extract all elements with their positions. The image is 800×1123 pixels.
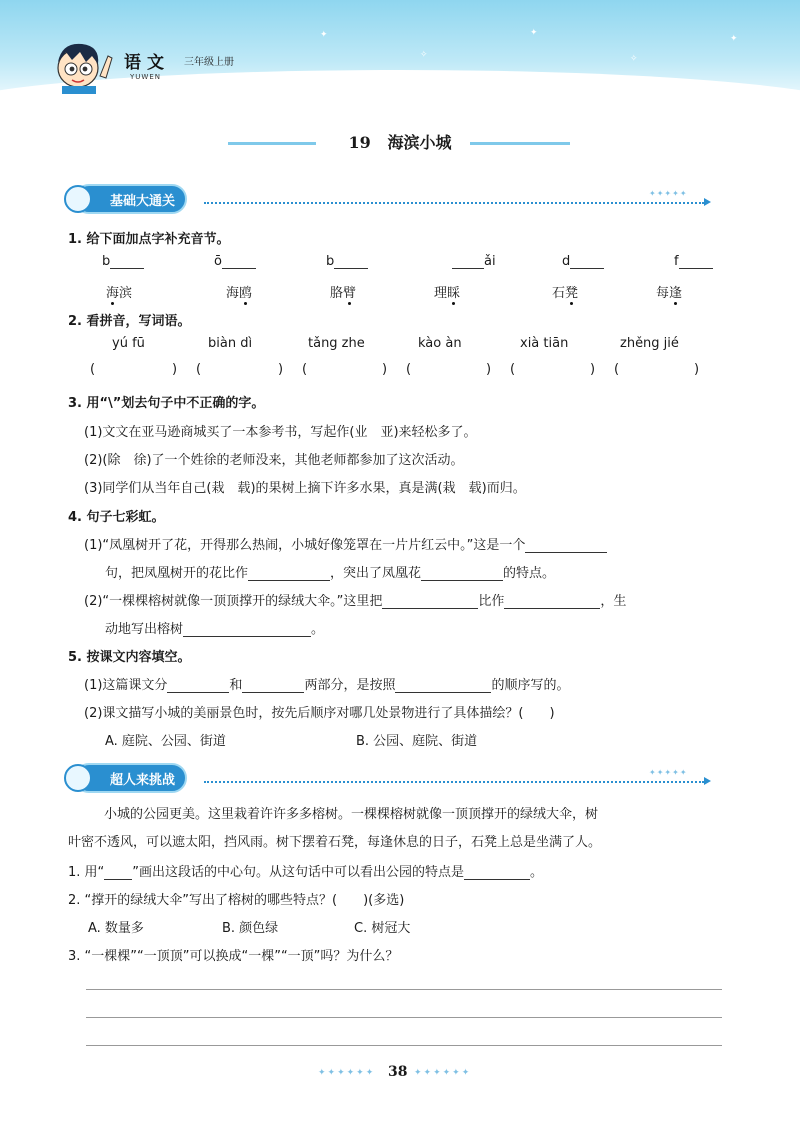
- lesson-title-bar: [0, 130, 800, 156]
- q5-line-2: (2)课文描写小城的美丽景色时，按先后顺序对哪几处景物进行了具体描绘？( ): [84, 706, 555, 721]
- footer-dots-right: ✦✦✦✦✦✦: [414, 1068, 472, 1078]
- page-number: 38: [388, 1064, 408, 1080]
- grade-label: 三年级上册: [184, 57, 234, 68]
- q1-blank-5[interactable]: d: [562, 254, 604, 269]
- q2-prompt: 2. 看拼音，写词语。: [68, 314, 191, 329]
- q1-word-5: 石凳: [552, 282, 578, 301]
- answer-line-2[interactable]: [86, 1017, 722, 1018]
- q4-blank-6[interactable]: [183, 622, 311, 637]
- q2-pinyin-6: zhěng jié: [620, 336, 679, 351]
- lesson-title: [0, 130, 800, 153]
- q4-prompt: 4. 句子七彩虹。: [68, 510, 165, 525]
- q4-blank-3[interactable]: [421, 566, 503, 581]
- c2-option-b[interactable]: B. 颜色绿: [222, 921, 279, 936]
- q5-option-b[interactable]: B. 公园、庭院、街道: [356, 734, 478, 749]
- q1-blank-6[interactable]: f: [674, 254, 713, 269]
- q3-prompt: 3. 用“\”划去句子中不正确的字。: [68, 396, 265, 411]
- q5-blank-2[interactable]: [242, 678, 304, 693]
- q4-line-1a: (1)“凤凰树开了花，开得那么热闹，小城好像笼罩在一片片红云中。”这是一个: [84, 534, 607, 553]
- passage-line-1: 小城的公园更美。这里栽着许许多多榕树。一棵棵榕树就像一顶顶撑开的绿绒大伞，树: [104, 807, 599, 822]
- globe-icon: [64, 185, 92, 213]
- q5-line-1: (1)这篇课文分 和 两部分，是按照 的顺序写的。: [84, 678, 570, 693]
- q4-blank-1[interactable]: [525, 538, 607, 553]
- c2-question: 2. “撑开的绿绒大伞”写出了榕树的哪些特点？( )(多选): [68, 893, 405, 908]
- q1-blank-3[interactable]: b: [326, 254, 368, 269]
- q2-pinyin-2: biàn dì: [208, 336, 253, 351]
- q2-pinyin-3: tǎng zhe: [308, 336, 365, 351]
- subject-pinyin: YUWEN: [130, 73, 161, 81]
- q1-word-6: 每逢: [656, 282, 682, 301]
- q5-blank-3[interactable]: [395, 678, 491, 693]
- q1-word-1-rest: 滨: [119, 286, 133, 301]
- q4-line-1b: 句，把凤凰树开的花比作 ，突出了凤凰花 的特点。: [105, 566, 556, 581]
- q2-pinyin-4: kào àn: [418, 336, 462, 351]
- c2-option-a[interactable]: A. 数量多: [88, 921, 144, 936]
- q1-word-2: 海鸥: [226, 282, 252, 301]
- q3-line-1: (1)文文在亚马逊商城买了一本参考书，写起作(业 亚)来轻松多了。: [84, 425, 477, 440]
- passage-line-2: 叶密不透风，可以遮太阳，挡风雨。树下摆着石凳，每逢休息的日子，石凳上总是坐满了人。: [68, 835, 602, 850]
- q5-prompt: 5. 按课文内容填空。: [68, 650, 191, 665]
- section-basics-badge: 基础大通关: [74, 184, 187, 214]
- lesson-name: 海滨小城: [387, 133, 452, 152]
- footer-dots-left: ✦✦✦✦✦✦: [318, 1068, 376, 1078]
- q4-line-2a: (2)“一棵棵榕树就像一顶顶撑开的绿绒大伞。”这里把 比作 ，生: [84, 594, 627, 609]
- q3-line-2: (2)(除 徐)了一个姓徐的老师没来，其他老师都参加了这次活动。: [84, 453, 464, 468]
- q1-blank-2[interactable]: ō: [214, 254, 256, 269]
- q4-blank-5[interactable]: [504, 594, 600, 609]
- q5-option-a[interactable]: A. 庭院、公园、街道: [105, 734, 226, 749]
- subject-title: 语文: [124, 53, 170, 73]
- c1-blank[interactable]: [464, 865, 530, 880]
- section-basics-header: 基础大通关 ✦✦✦✦✦: [64, 183, 714, 215]
- q2-pinyin-1: yú fū: [112, 336, 145, 351]
- section-challenge-badge: 超人来挑战: [74, 763, 187, 793]
- c1-question: 1. 用“ ”画出这段话的中心句。从这句话中可以看出公园的特点是 。: [68, 865, 544, 880]
- mascot-icon: [48, 36, 118, 94]
- q5-blank-1[interactable]: [167, 678, 229, 693]
- c2-option-c[interactable]: C. 树冠大: [354, 921, 411, 936]
- q4-blank-2[interactable]: [248, 566, 330, 581]
- q1-word-1: 海滨: [106, 282, 132, 301]
- q2-pinyin-5: xià tiān: [520, 336, 569, 351]
- q1-blank-4[interactable]: ǎi: [452, 254, 496, 269]
- q1-prompt: 1. 给下面加点字补充音节。: [68, 232, 230, 247]
- q1-word-4: 理睬: [434, 282, 460, 301]
- header-stars: ✦ ✧ ✦ ✧ ✦: [320, 28, 738, 64]
- robot-icon: [64, 764, 92, 792]
- lesson-number: 19: [348, 133, 371, 152]
- answer-line-3[interactable]: [86, 1045, 722, 1046]
- section-challenge-header: 超人来挑战 ✦✦✦✦✦: [64, 762, 714, 794]
- q4-line-2b: 动地写出榕树 。: [105, 622, 325, 637]
- q3-line-3: (3)同学们从当年自己(栽 载)的果树上摘下许多水果，真是满(栽 载)而归。: [84, 481, 526, 496]
- c3-question: 3. “一棵棵”“一顶顶”可以换成“一棵”“一顶”吗？为什么？: [68, 949, 399, 964]
- answer-line-1[interactable]: [86, 989, 722, 990]
- q4-blank-4[interactable]: [382, 594, 478, 609]
- q1-blank-1[interactable]: b: [102, 254, 144, 269]
- q1-word-3: 胳臂: [330, 282, 356, 301]
